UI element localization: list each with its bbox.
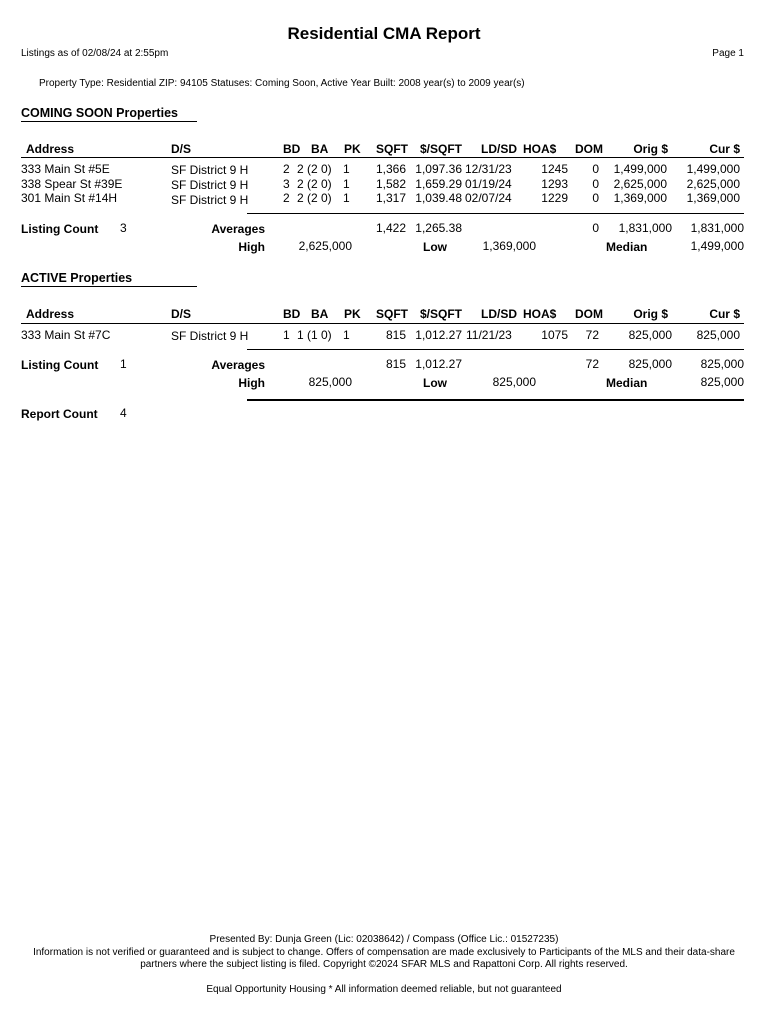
price-per-sqft: 1,097.36 [415, 162, 462, 176]
col-pk: PK [344, 142, 361, 156]
list-date: 11/21/23 [466, 328, 512, 342]
col-orig: Orig $ [633, 142, 668, 156]
col-sqft: SQFT [376, 307, 408, 321]
active-rows-rule [247, 349, 744, 350]
low-label: Low [423, 376, 447, 390]
listing-count-value: 1 [120, 357, 127, 371]
coming-soon-header-rule [21, 157, 744, 158]
col-ds: D/S [171, 142, 192, 156]
dom: 0 [592, 177, 599, 191]
coming-soon-heading-underline [21, 121, 197, 122]
baths: 2 (2 0) [297, 191, 332, 205]
parking: 1 [343, 177, 350, 191]
baths: 2 (2 0) [297, 177, 332, 191]
col-cur: Cur $ [709, 307, 740, 321]
parking: 1 [343, 162, 350, 176]
high-label: High [238, 376, 265, 390]
col-ldsd: LD/SD [481, 307, 517, 321]
list-date: 12/31/23 [465, 162, 512, 176]
listing-count-label: Listing Count [21, 358, 99, 372]
active-summary-rule [247, 399, 744, 401]
cur-price: 2,625,000 [686, 177, 740, 191]
col-address: Address [26, 307, 75, 321]
listing-count-label: Listing Count [21, 222, 99, 236]
avg-sqft: 815 [385, 357, 406, 371]
listings-as-of: Listings as of 02/08/24 at 2:55pm [21, 48, 169, 59]
coming-soon-heading: COMING SOON Properties [21, 106, 178, 120]
median-label: Median [606, 376, 648, 390]
report-count-value: 4 [120, 406, 127, 420]
price-per-sqft: 1,012.27 [415, 328, 462, 342]
col-dom: DOM [575, 142, 603, 156]
listing-count-value: 3 [120, 221, 127, 235]
sqft: 815 [385, 328, 406, 342]
high-value: 825,000 [308, 375, 352, 389]
hoa: 1245 [541, 162, 568, 176]
col-ba: BA [311, 142, 329, 156]
avg-dom: 0 [592, 221, 599, 235]
dom: 72 [585, 328, 599, 342]
parking: 1 [343, 191, 350, 205]
orig-price: 825,000 [628, 328, 672, 342]
bedrooms: 2 [283, 191, 290, 205]
disclaimer-line-2: partners where the subject listing is filed. Copyright ©2024 SFAR MLS and Rapattoni Corp. All rights reserved. [140, 959, 628, 970]
col-orig: Orig $ [633, 307, 668, 321]
active-heading-underline [21, 286, 197, 287]
dom: 0 [592, 162, 599, 176]
page-number: Page 1 [712, 48, 744, 59]
avg-psf: 1,265.38 [415, 221, 462, 235]
orig-price: 1,499,000 [613, 162, 667, 176]
avg-orig: 825,000 [628, 357, 672, 371]
col-cur: Cur $ [709, 142, 740, 156]
address: 301 Main St #14H [21, 191, 118, 205]
cur-price: 1,369,000 [686, 191, 740, 205]
district: SF District 9 H [171, 193, 249, 207]
baths: 1 (1 0) [297, 328, 332, 342]
avg-orig: 1,831,000 [618, 221, 672, 235]
orig-price: 2,625,000 [613, 177, 667, 191]
col-dom: DOM [575, 307, 603, 321]
avg-dom: 72 [585, 357, 599, 371]
cur-price: 825,000 [696, 328, 740, 342]
presented-by: Presented By: Dunja Green (Lic: 02038642) / Compass (Office Lic.: 01527235) [209, 934, 559, 945]
avg-cur: 825,000 [700, 357, 744, 371]
baths: 2 (2 0) [297, 162, 332, 176]
disclaimer-line-1: Information is not verified or guaranteed and is subject to change. Offers of compensation are made exclusively to Participants of the MLS and their data-share [33, 947, 735, 958]
median-value: 825,000 [700, 375, 744, 389]
bedrooms: 2 [283, 162, 290, 176]
price-per-sqft: 1,039.48 [415, 191, 462, 205]
avg-sqft: 1,422 [375, 221, 406, 235]
high-value: 2,625,000 [298, 239, 352, 253]
col-ldsd: LD/SD [481, 142, 517, 156]
col-ba: BA [311, 307, 329, 321]
sqft: 1,582 [375, 177, 406, 191]
bedrooms: 1 [283, 328, 290, 342]
orig-price: 1,369,000 [613, 191, 667, 205]
col-psf: $/SQFT [420, 142, 463, 156]
active-header-rule [21, 323, 744, 324]
col-hoa: HOA$ [523, 307, 557, 321]
district: SF District 9 H [171, 329, 249, 343]
averages-label: Averages [211, 358, 265, 372]
hoa: 1229 [541, 191, 568, 205]
hoa: 1075 [541, 328, 568, 342]
col-sqft: SQFT [376, 142, 408, 156]
sqft: 1,317 [375, 191, 406, 205]
equal-housing-notice: Equal Opportunity Housing * All information deemed reliable, but not guaranteed [206, 984, 562, 995]
parking: 1 [343, 328, 350, 342]
report-count-label: Report Count [21, 407, 98, 421]
active-heading: ACTIVE Properties [21, 271, 133, 285]
low-value: 1,369,000 [482, 239, 536, 253]
median-value: 1,499,000 [690, 239, 744, 253]
dom: 0 [592, 191, 599, 205]
list-date: 02/07/24 [465, 191, 512, 205]
price-per-sqft: 1,659.29 [415, 177, 462, 191]
district: SF District 9 H [171, 178, 249, 192]
col-pk: PK [344, 307, 361, 321]
report-title: Residential CMA Report [287, 24, 481, 43]
address: 333 Main St #5E [21, 162, 110, 176]
col-ds: D/S [171, 307, 192, 321]
low-label: Low [423, 240, 447, 254]
coming-soon-rows-rule [247, 213, 744, 214]
district: SF District 9 H [171, 163, 249, 177]
col-bd: BD [283, 142, 301, 156]
bedrooms: 3 [283, 177, 290, 191]
address: 338 Spear St #39E [21, 177, 123, 191]
sqft: 1,366 [375, 162, 406, 176]
averages-label: Averages [211, 222, 265, 236]
col-hoa: HOA$ [523, 142, 557, 156]
median-label: Median [606, 240, 648, 254]
search-criteria: Property Type: Residential ZIP: 94105 Statuses: Coming Soon, Active Year Built: 2008 year(s) to 2009 year(s) [39, 78, 525, 89]
cur-price: 1,499,000 [686, 162, 740, 176]
col-psf: $/SQFT [420, 307, 463, 321]
low-value: 825,000 [492, 375, 536, 389]
list-date: 01/19/24 [465, 177, 512, 191]
avg-cur: 1,831,000 [690, 221, 744, 235]
avg-psf: 1,012.27 [415, 357, 462, 371]
high-label: High [238, 240, 265, 254]
col-bd: BD [283, 307, 301, 321]
hoa: 1293 [541, 177, 568, 191]
col-address: Address [26, 142, 75, 156]
address: 333 Main St #7C [21, 328, 111, 342]
